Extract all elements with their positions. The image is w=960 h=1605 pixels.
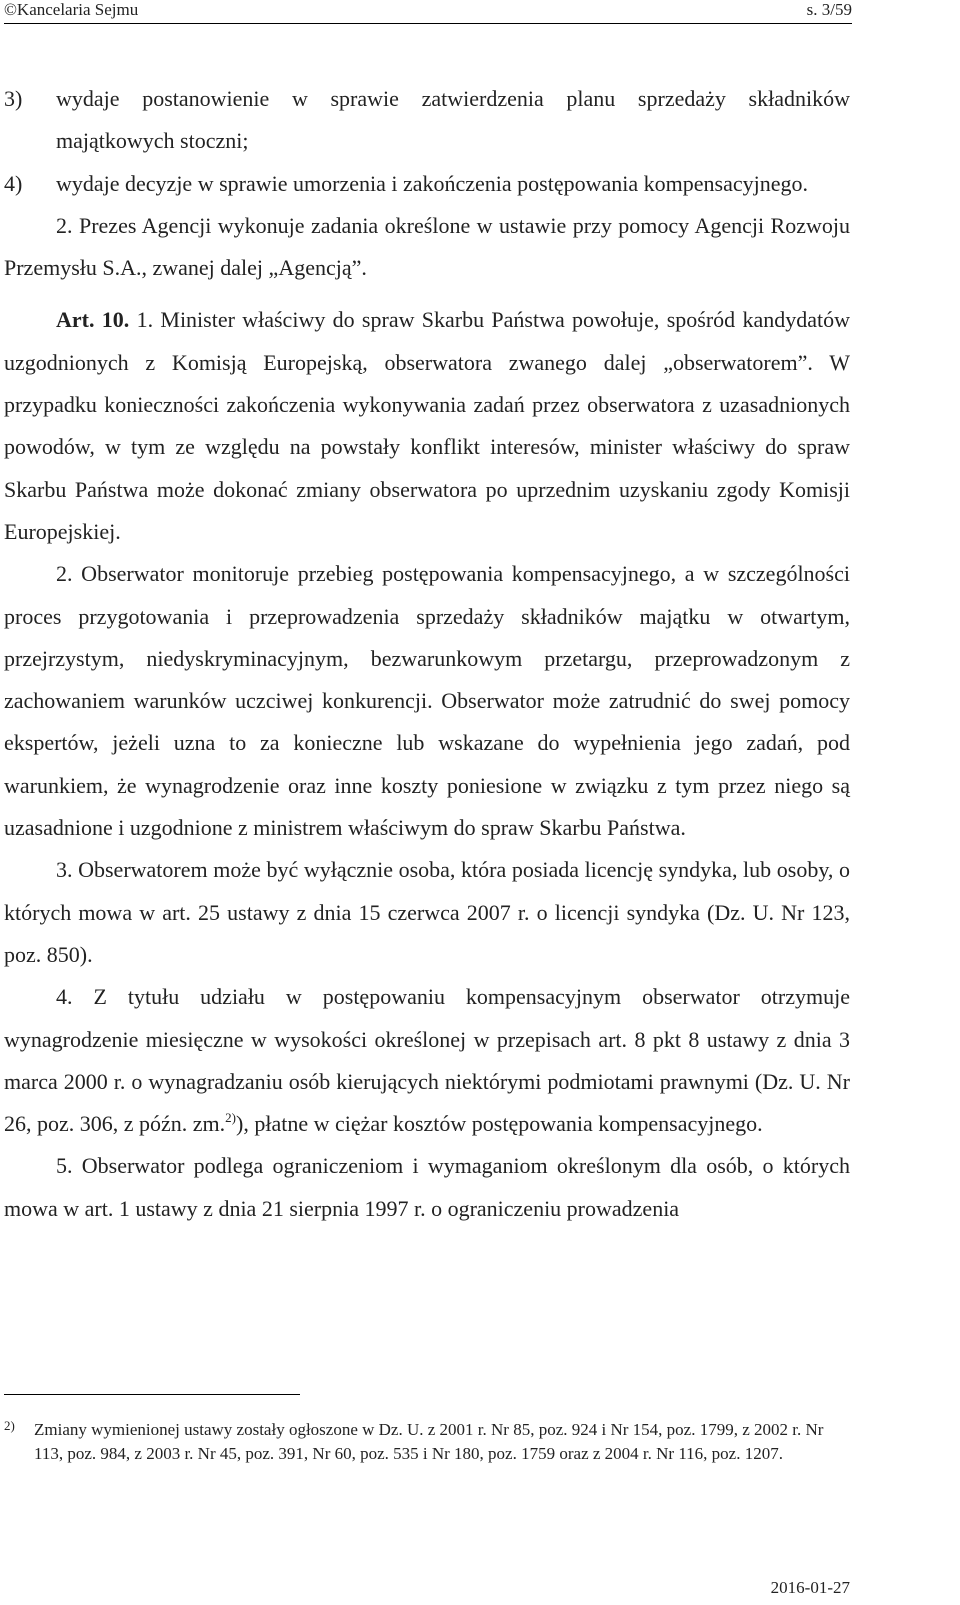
list-item-4-text: wydaje decyzje w sprawie umorzenia i zakończenia postępowania kompensacyjnego. [56, 170, 808, 196]
paragraph-2: 2. Prezes Agencji wykonuje zadania określone w ustawie przy pomocy Agencji Rozwoju Przemysłu S.A., zwanej dalej „Agencją”. [4, 212, 850, 281]
footnote-reference[interactable]: 2) [225, 1110, 237, 1126]
article-10-paragraph-1 [4, 299, 850, 553]
article-10-paragraph-4-text-b: ), płatne w ciężar kosztów postępowania kompensacyjnego. [236, 1111, 763, 1137]
footnote [4, 1418, 850, 1466]
page-header [4, 0, 852, 24]
article-10-paragraph-4-text-a: 4. Z tytułu udziału w postępowaniu kompensacyjnym obserwator otrzymuje wynagrodzenie miesięczne w wysokości określonej w przepisach art. 8 pkt 8 ustawy z dnia 3 marca 2000 r. o wynagradzaniu osób kierujących niektórymi podmiotami prawnymi (Dz. U. Nr 26, poz. 306, z późn. zm. [4, 984, 850, 1137]
page-number: s. 3/59 [806, 0, 852, 19]
footnote-mark: 2) [4, 1418, 15, 1433]
document-body [4, 78, 850, 1230]
list-item-4-number: 4) [4, 170, 23, 196]
article-label: Art. 10. [56, 307, 130, 333]
article-10-paragraph-2: 2. Obserwator monitoruje przebieg postępowania kompensacyjnego, a w szczególności proces przygotowania i przeprowadzenia sprzedaży składników majątku w otwartym, przejrzystym, niedyskryminacyjnym, bezwarunkowym przetargu, przeprowadzonym z zachowaniem warunków uczciwej konkurencji. Obserwator może zatrudnić do swej pomocy ekspertów, jeżeli uzna to za konieczne lub wskazane do wypełnienia jego zadań, pod warunkiem, że wynagrodzenie oraz inne koszty poniesione w związku z tym przez niego są uzasadnione i uzgodnione z ministrem właściwym do spraw Skarbu Państwa. [4, 561, 850, 841]
list-item-3 [4, 78, 850, 163]
list-item-3-text: wydaje postanowienie w sprawie zatwierdzenia planu sprzedaży składników majątkowych stoczni; [56, 86, 850, 154]
list-item-4 [4, 163, 850, 205]
list-item-3-number: 3) [4, 86, 23, 111]
article-10-paragraph-4 [4, 976, 850, 1145]
footnote-text: Zmiany wymienionej ustawy zostały ogłoszone w Dz. U. z 2001 r. Nr 85, poz. 924 i Nr 154, poz. 1799, z 2002 r. Nr 113, poz. 984, z 2003 r. Nr 45, poz. 391, Nr 60, poz. 535 i Nr 180, poz. 1759 oraz z 2004 r. Nr 116, poz. 1207. [34, 1420, 824, 1463]
footnote-divider [4, 1394, 300, 1395]
article-10-paragraph-3: 3. Obserwatorem może być wyłącznie osoba, która posiada licencję syndyka, lub osoby, o których mowa w art. 25 ustawy z dnia 15 czerwca 2007 r. o licencji syndyka (Dz. U. Nr 123, poz. 850). [4, 857, 850, 967]
article-10-paragraph-1-text: 1. Minister właściwy do spraw Skarbu Państwa powołuje, spośród kandydatów uzgodnionych z Komisją Europejską, obserwatora zwanego dalej „obserwatorem”. W przypadku konieczności zakończenia wykonywania zadań przez obserwatora z uzasadnionych powodów, w tym ze względu na powstały konflikt interesów, minister właściwy do spraw Skarbu Państwa może dokonać zmiany obserwatora po uprzednim uzyskaniu zgody Komisji Europejskiej. [4, 307, 850, 544]
article-10-paragraph-5: 5. Obserwator podlega ograniczeniom i wymaganiom określonym dla osób, o których mowa w art. 1 ustawy z dnia 21 sierpnia 1997 r. o ograniczeniu prowadzenia [4, 1153, 850, 1221]
publisher-label: ©Kancelaria Sejmu [4, 0, 139, 19]
document-date: 2016-01-27 [770, 1578, 850, 1597]
